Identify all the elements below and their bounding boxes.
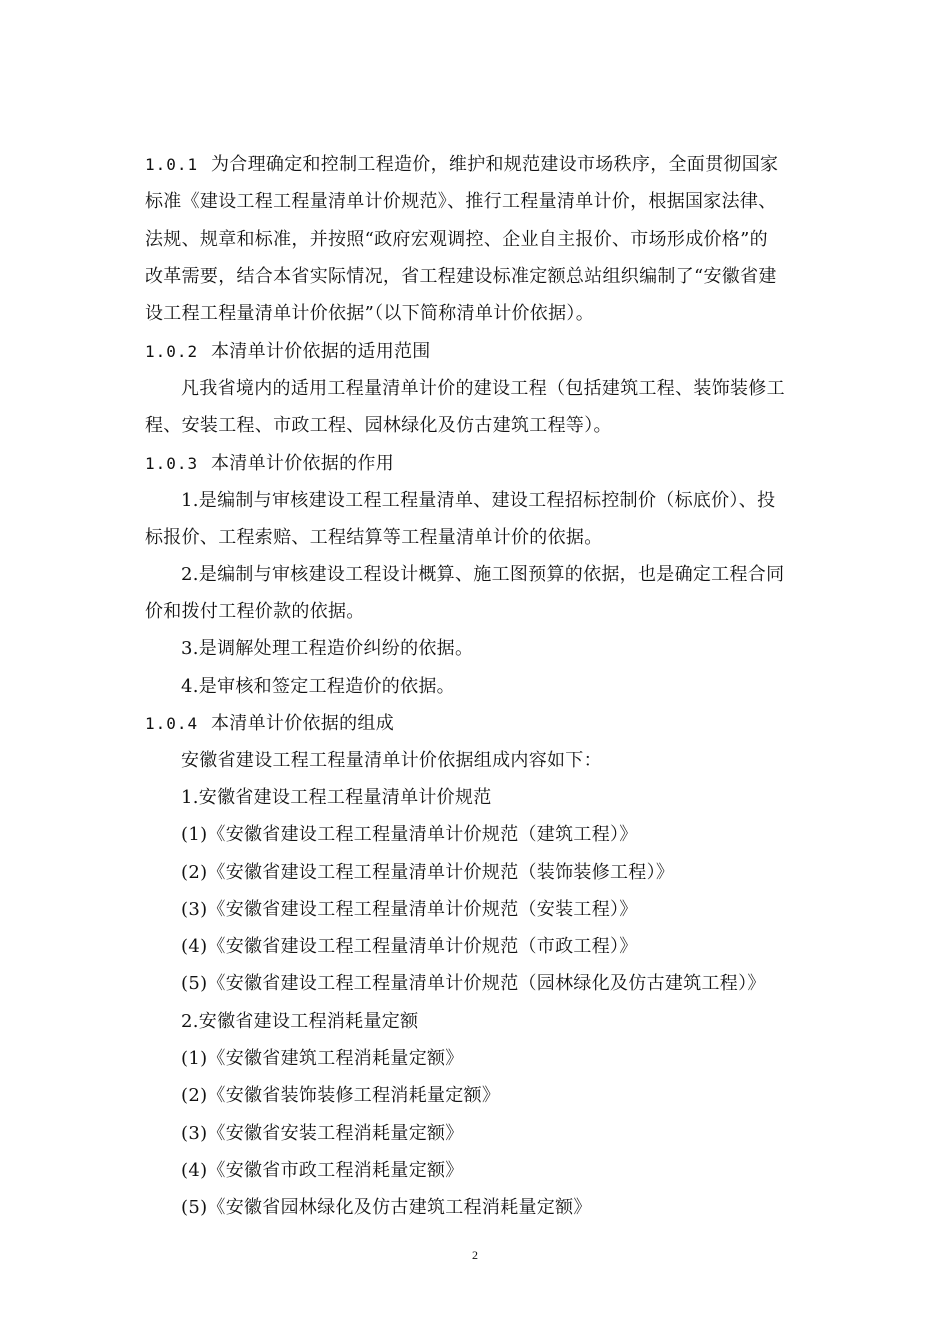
- clause-1-0-1-line-1: [145, 153, 778, 177]
- clause-1-0-4-line-3: (1)《安徽省建设工程工程量清单计价规范（建筑工程）》: [181, 824, 638, 845]
- clause-1-0-1-line-4: 改革需要，结合本省实际情况，省工程建设标准定额总站组织编制了“安徽省建: [145, 266, 777, 287]
- clause-1-0-4-line-4: (2)《安徽省建设工程工程量清单计价规范（装饰装修工程）》: [181, 862, 675, 883]
- clause-1-0-4-line-1: 安徽省建设工程工程量清单计价依据组成内容如下：: [181, 750, 602, 771]
- clause-1-0-3-line-3: 2.是编制与审核建设工程设计概算、施工图预算的依据，也是确定工程合同: [181, 564, 785, 585]
- clause-1-0-4-line-10: (2)《安徽省装饰装修工程消耗量定额》: [181, 1085, 501, 1106]
- clause-1-0-3-line-5: 3.是调解处理工程造价纠纷的依据。: [181, 638, 474, 659]
- clause-1-0-1-line-2: 标准《建设工程工程量清单计价规范》、推行工程量清单计价，根据国家法律、: [145, 191, 777, 212]
- clause-1-0-4-line-13: (5)《安徽省园林绿化及仿古建筑工程消耗量定额》: [181, 1197, 592, 1218]
- clause-1-0-3-line-2: 标报价、工程索赔、工程结算等工程量清单计价的依据。: [145, 527, 603, 548]
- clause-1-0-4-line-11: (3)《安徽省安装工程消耗量定额》: [181, 1123, 464, 1144]
- clause-1-0-4-line-7: (5)《安徽省建设工程工程量清单计价规范（园林绿化及仿古建筑工程）》: [181, 973, 766, 994]
- clause-1-0-4-line-2: 1.安徽省建设工程工程量清单计价规范: [181, 787, 492, 808]
- clause-1-0-4-heading: [145, 712, 394, 736]
- clause-1-0-3-line-1: 1.是编制与审核建设工程工程量清单、建设工程招标控制价（标底价）、投: [181, 490, 776, 511]
- clause-title: 本清单计价依据的适用范围: [211, 341, 431, 362]
- clause-1-0-4-line-8: 2.安徽省建设工程消耗量定额: [181, 1011, 419, 1032]
- clause-1-0-3-line-6: 4.是审核和签定工程造价的依据。: [181, 676, 455, 697]
- clause-1-0-3-heading: [145, 452, 394, 476]
- clause-1-0-4-line-9: (1)《安徽省建筑工程消耗量定额》: [181, 1048, 464, 1069]
- clause-title: 本清单计价依据的作用: [211, 453, 394, 474]
- clause-title: 本清单计价依据的组成: [211, 713, 394, 734]
- clause-1-0-3-line-4: 价和拨付工程价款的依据。: [145, 601, 365, 622]
- clause-number: 1.0.3: [145, 454, 199, 473]
- clause-1-0-1-line-3: 法规、规章和标准，并按照“政府宏观调控、企业自主报价、市场形成价格”的: [145, 229, 768, 250]
- clause-1-0-4-line-6: (4)《安徽省建设工程工程量清单计价规范（市政工程）》: [181, 936, 638, 957]
- clause-1-0-2-line-2: 程、安装工程、市政工程、园林绿化及仿古建筑工程等）。: [145, 415, 612, 436]
- clause-1-0-1-line-5: 设工程工程量清单计价依据”（以下简称清单计价依据）。: [145, 303, 594, 324]
- clause-text: 为合理确定和控制工程造价，维护和规范建设市场秩序，全面贯彻国家: [211, 154, 779, 175]
- clause-number: 1.0.4: [145, 714, 199, 733]
- clause-1-0-2-heading: [145, 340, 431, 364]
- clause-number: 1.0.2: [145, 342, 199, 361]
- clause-1-0-4-line-5: (3)《安徽省建设工程工程量清单计价规范（安装工程）》: [181, 899, 638, 920]
- page-number: 2: [472, 1248, 478, 1262]
- clause-1-0-2-line-1: 凡我省境内的适用工程量清单计价的建设工程（包括建筑工程、装饰装修工: [181, 378, 785, 399]
- clause-1-0-4-line-12: (4)《安徽省市政工程消耗量定额》: [181, 1160, 464, 1181]
- clause-number: 1.0.1: [145, 155, 199, 174]
